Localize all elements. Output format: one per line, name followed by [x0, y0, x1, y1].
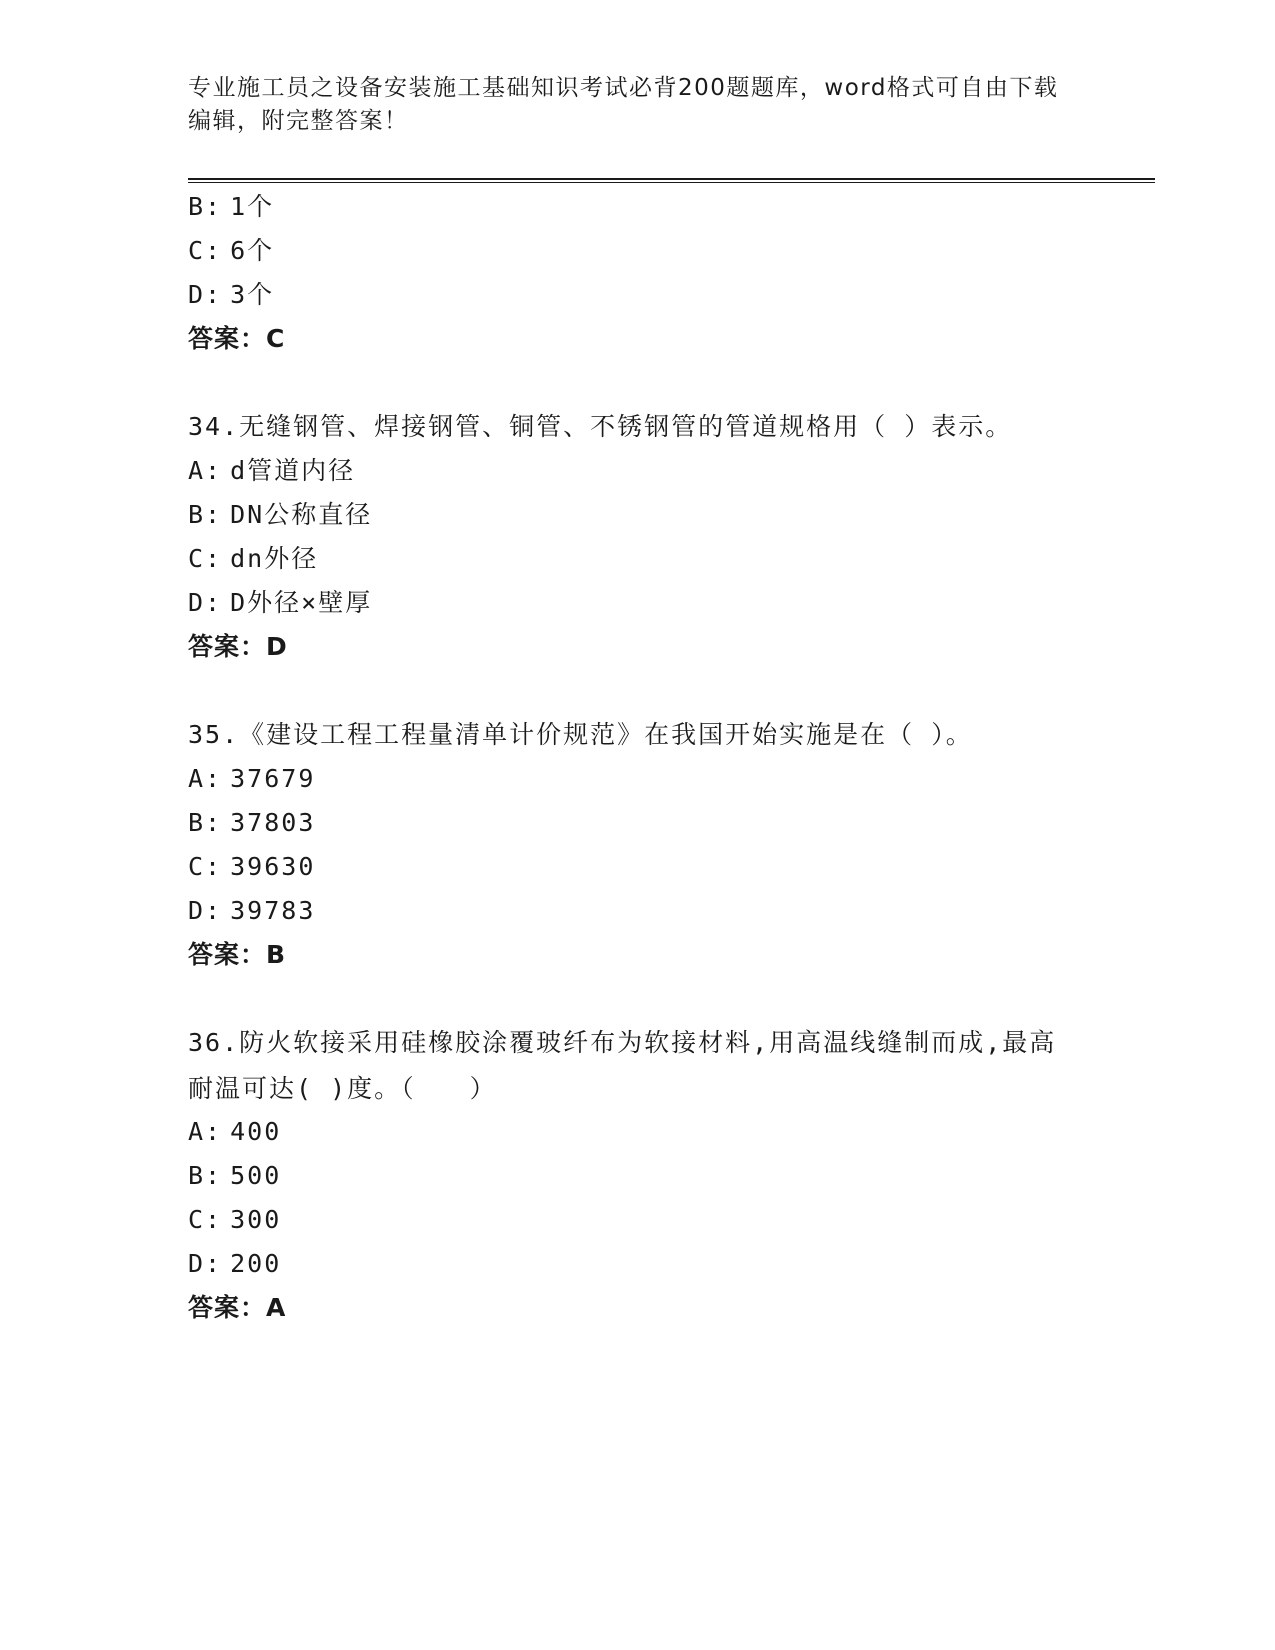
q36-option-a	[188, 1115, 1088, 1149]
q36-option-b	[188, 1159, 1088, 1193]
option-letter: D:	[188, 588, 223, 617]
option-letter: C:	[188, 544, 223, 573]
option-letter: D:	[188, 896, 223, 925]
option-text: 200	[230, 1249, 282, 1278]
option-letter: A:	[188, 764, 223, 793]
q33-option-c	[188, 234, 1088, 268]
option-text: 6个	[230, 236, 275, 265]
option-text: 3个	[230, 280, 275, 309]
q35-option-c	[188, 850, 1088, 884]
option-text: 400	[230, 1117, 282, 1146]
option-text: 39783	[230, 896, 316, 925]
option-letter: D:	[188, 1249, 223, 1278]
option-letter: C:	[188, 236, 223, 265]
header-divider-thick	[188, 178, 1155, 180]
option-letter: C:	[188, 1205, 223, 1234]
q35-stem: 35.《建设工程工程量清单计价规范》在我国开始实施是在（ ）。	[188, 720, 973, 749]
option-letter: B:	[188, 500, 223, 529]
option-text: 1个	[230, 192, 275, 221]
option-letter: C:	[188, 852, 223, 881]
q33-option-d	[188, 278, 1088, 312]
q33-option-b	[188, 190, 1088, 224]
q36-option-d	[188, 1247, 1088, 1281]
option-letter: A:	[188, 456, 223, 485]
option-letter: B:	[188, 1161, 223, 1190]
option-text: 300	[230, 1205, 282, 1234]
option-text: 37679	[230, 764, 316, 793]
q36-stem: 36.防火软接采用硅橡胶涂覆玻纤布为软接材料,用高温线缝制而成,最高耐温可达( )度。（ ）	[188, 1028, 1057, 1103]
option-letter: D:	[188, 280, 223, 309]
q35-answer: 答案：B	[188, 940, 287, 969]
option-text: D外径×壁厚	[230, 588, 373, 617]
q34-option-c	[188, 542, 1088, 576]
q35-option-d	[188, 894, 1088, 928]
option-text: d管道内径	[230, 456, 356, 485]
q34-option-a	[188, 454, 1088, 488]
q34-stem: 34.无缝钢管、焊接钢管、铜管、不锈钢管的管道规格用（ ）表示。	[188, 412, 1013, 441]
document-header: 专业施工员之设备安装施工基础知识考试必背200题题库，word格式可自由下载编辑，附完整答案！	[188, 75, 1059, 134]
option-text: 37803	[230, 808, 316, 837]
option-text: 500	[230, 1161, 282, 1190]
q36-option-c	[188, 1203, 1088, 1237]
q34-option-d	[188, 586, 1088, 620]
option-letter: B:	[188, 808, 223, 837]
option-letter: B:	[188, 192, 223, 221]
option-text: 39630	[230, 852, 316, 881]
option-letter: A:	[188, 1117, 223, 1146]
q33-answer: 答案：C	[188, 324, 286, 353]
q34-answer: 答案：D	[188, 632, 288, 661]
q34-option-b	[188, 498, 1088, 532]
header-divider-thin	[188, 182, 1155, 183]
option-text: DN公称直径	[230, 500, 373, 529]
q36-answer: 答案：A	[188, 1293, 287, 1322]
option-text: dn外径	[230, 544, 319, 573]
q35-option-b	[188, 806, 1088, 840]
q35-option-a	[188, 762, 1088, 796]
